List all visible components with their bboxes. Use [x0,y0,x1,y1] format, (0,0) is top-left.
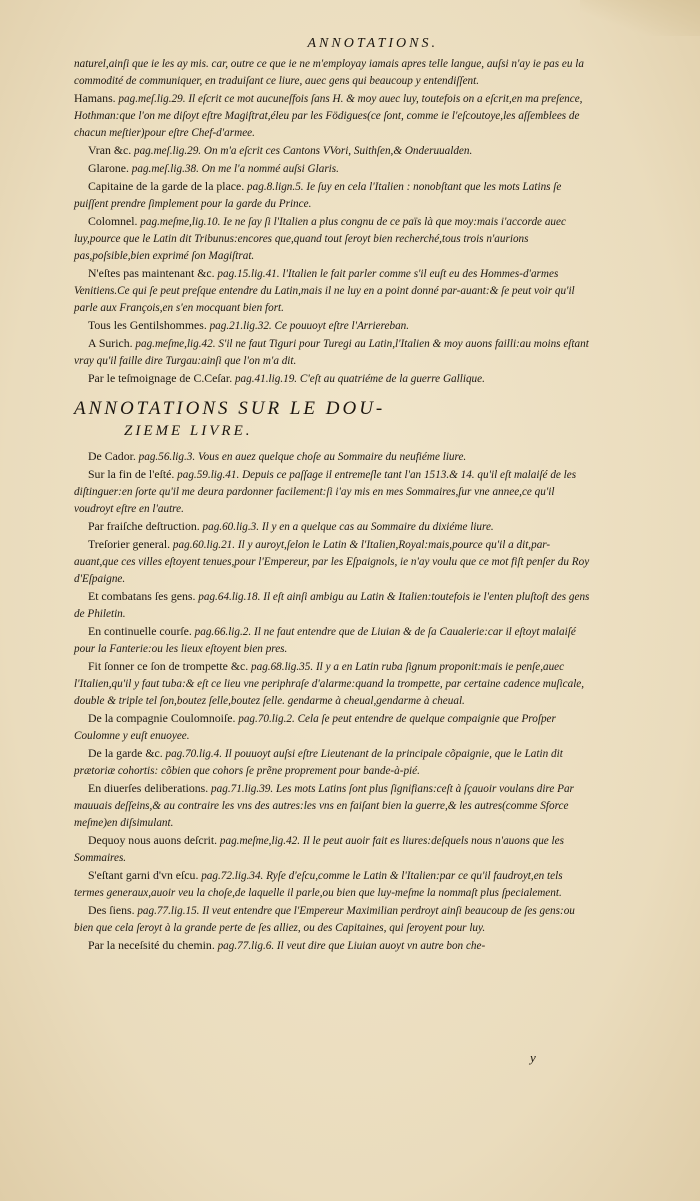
annotation-lemma: A Surich. [88,336,133,350]
annotation-note: pag.21.lig.32. Ce pouuoyt eſtre l'Arriereban. [209,320,410,332]
annotation-note: pag.72.lig.34. Ryſe d'eſcu,comme le Latin & l'Italien:par ce qu'il faudroyt,en tels termes generaux,auoir veu la choſe,de laquelle il parle,ou bien que luy-meſme la nommaſt plus ſpecialement. [74,870,563,899]
annotation-entry [74,90,590,142]
annotation-entry [74,178,590,213]
running-title: ANNOTATIONS. [307,36,438,51]
entries-twelfth-book [74,448,590,955]
page-edge-wear [580,0,700,36]
annotation-lemma: Des ſiens. [88,903,135,917]
annotation-entry [74,213,590,265]
annotation-lemma: Par le teſmoignage de C.Ceſar. [88,371,233,385]
annotation-entry [74,867,590,902]
annotation-entry [74,466,590,518]
annotation-note: pag.71.lig.39. Les mots Latins ſont plus ſignifians:ceſt à ſçauoir voulans dire Par mauuais deſſeins,& au contraire les vns des autres:les vns en faiſant bien la guerre,& les autres(comme Sforce meſme)en diſsimulant. [74,783,574,829]
annotation-note: pag.66.lig.2. Il ne faut entendre que de Liuian & de ſa Caualerie:car il eſtoyt malaiſé pour la Fanterie:ou les lieux eſtoyent bien pres. [74,626,576,655]
annotation-entry [74,658,590,710]
annotation-note: pag.59.lig.41. Depuis ce paſſage il entremeſle tant l'an 1513.& 14. qu'il eſt malaiſé de les diſtinguer:en ſorte qu'il me deura pardonner facilement:ſi i'ay mis en mes Sommaires,ſur vne annee,ce qu'il voudroyt eſtre en l'autre. [74,469,577,515]
annotation-entry [74,710,590,745]
annotation-note: pag.68.lig.35. Il y a en Latin ruba ſignum proponit:mais ie penſe,auec l'Italien,qu'il y faut tuba:& eſt ce lieu vne periphraſe d'alarme:quand la trompette, par certaine cadence muſicale, double & triple tel ſon,boutez ſelle,boutez ſelle. gendarme à cheual,gendarme à cheual. [74,661,585,707]
annotation-entry [74,448,590,466]
annotation-entry [74,902,590,937]
annotation-lemma: Par la neceſsité du chemin. [88,938,215,952]
annotation-entry [74,518,590,536]
annotation-entry [74,745,590,780]
annotation-entry [74,370,590,388]
annotation-lemma: De Cador. [88,449,136,463]
entries-eleventh-book [74,56,590,388]
annotations-body [74,56,590,955]
annotation-note: pag.77.lig.6. Il veut dire que Liuian auoyt vn autre bon che- [217,940,486,952]
annotation-lemma: De la garde &c. [88,746,163,760]
annotation-lemma: S'eſtant garni d'vn eſcu. [88,868,199,882]
annotation-entry [74,142,590,160]
annotation-note: pag.64.lig.18. Il eſt ainſi ambigu au Latin & Italien:toutefois ie l'enten pluſtoſt des gens de Philetin. [74,591,590,620]
annotation-note: pag.77.lig.15. Il veut entendre que l'Empereur Maximilian perdroyt ainſi beaucoup de ſes gens:ou bien que cela ſeroyt à la grande perte de ſes alliez, ou des Capitaines, qui ſeroyent pour luy. [74,905,575,934]
annotation-entry [74,160,590,178]
annotation-lemma: N'eſtes pas maintenant &c. [88,266,215,280]
annotation-entry [74,588,590,623]
annotation-entry [74,265,590,317]
annotation-lemma: Vran &c. [88,143,132,157]
annotation-note: pag.15.lig.41. l'Italien le fait parler comme s'il euſt eu des Hommes-d'armes Venitiens.Ce qui ſe peut preſque entendre du Latin,mais il ne luy en a point donné par-auant:& ſe peut voir qu'il parle aux François,en s'en mocquant bien fort. [74,268,575,314]
annotation-note: pag.70.lig.4. Il pouuoyt auſsi eſtre Lieutenant de la principale cõpaignie, que le Latin dit prætoriæ cohortis: cõbien que cohors ſe prẽne proprement pour bande-à-pié. [74,748,563,777]
annotation-note: pag.41.lig.19. C'eſt au quatriéme de la guerre Gallique. [234,373,485,385]
annotation-note: pag.56.lig.3. Vous en auez quelque choſe au Sommaire du neufiéme liure. [138,451,467,463]
annotation-lemma: En diuerſes deliberations. [88,781,209,795]
annotation-entry [74,335,590,370]
annotation-note: pag.60.lig.21. Il y auroyt,ſelon le Latin & l'Italien,Royal:mais,pource qu'il a dit,par-auant,que ces villes eſtoyent tenues,pour l'Empereur, par les Eſpaignols, ie n'ay voulu que ce mot fiſt penſer du Roy d'Eſpaigne. [74,539,590,585]
annotation-lemma: Sur la fin de l'eſté. [88,467,175,481]
annotation-lemma: Et combatans ſes gens. [88,589,196,603]
annotation-note: pag.meſme,lig.10. Ie ne ſay ſi l'Italien a plus congnu de ce païs là que moy:mais i'accorde auec luy,pource que le Latin dit Tribunus:encores que,quand tout ſeroyt bien recherché,tous trois n'aurions pas,poſsible,bien exprimé ſon Magiſtrat. [74,216,566,262]
annotation-entry [74,780,590,832]
annotation-note: pag.meſ.lig.29. Il eſcrit ce mot aucuneſfois ſans H. & moy auec luy, toutefois on a eſcrit,en ma preſence, Hothman:que l'on me diſoyt eſtre Magiſtrat,éleu par les Födigues(ce ſont, comme ie l'eſcoutoye,les aſſemblees de chacun meſtier)pour eſtre Chef-d'armee. [74,93,583,139]
annotation-lemma: Par fraiſche deſtruction. [88,519,200,533]
annotation-lemma: Hamans. [74,91,116,105]
annotation-lemma: Colomnel. [88,214,138,228]
annotation-note: pag.meſme,lig.42. S'il ne faut Tiguri pour Turegi au Latin,l'Italien & moy auons failli:au moins eſtant vray qu'il faille dire Turgau:ainſi que l'on m'a dit. [74,338,589,367]
annotation-lemma: Glarone. [88,161,129,175]
annotation-note: pag.meſme,lig.42. Il le peut auoir fait es liures:deſquels nous n'auons que les Sommaires. [74,835,564,864]
annotation-note: pag.meſ.lig.29. On m'a eſcrit ces Cantons VVori, Suithſen,& Onderuualden. [133,145,473,157]
annotation-note: pag.60.lig.3. Il y en a quelque cas au Sommaire du dixiéme liure. [202,521,494,533]
annotation-note: pag.meſ.lig.38. On me l'a nommé auſsi Glaris. [131,163,339,175]
annotation-entry [74,317,590,335]
annotation-entry [74,937,590,955]
annotation-lemma: Treſorier general. [88,537,171,551]
section-heading-line1: ANNOTATIONS SUR LE DOU- [74,398,386,419]
annotation-entry [74,536,590,588]
annotation-lemma: Capitaine de la garde de la place. [88,179,245,193]
annotation-note: pag.8.lign.5. Ie ſuy en cela l'Italien : nonobſtant que les mots Latins ſe puiſſent prendre ſimplement pour la garde du Prince. [74,181,562,210]
section-heading-line2: ZIEME LIVRE. [124,423,253,439]
annotation-entry [74,832,590,867]
annotation-note: naturel,ainſi que ie les ay mis. car, outre ce que ie ne m'employay iamais apres telle langue, auſsi n'ay ie pas eu la commodité de communiquer, en traduiſant ce liure, auec gens qui beaucoup y entendiſſent. [74,58,584,87]
section-heading [74,398,590,442]
catchword: y [530,1050,536,1065]
annotation-lemma: Tous les Gentilshommes. [88,318,207,332]
annotation-lemma: De la compagnie Coulomnoiſe. [88,711,236,725]
annotation-entry [74,623,590,658]
annotation-lemma: En continuelle courſe. [88,624,192,638]
annotation-entry [74,56,590,90]
annotation-note: pag.70.lig.2. Cela ſe peut entendre de quelque compaignie que Proſper Coulomne y euſt enuoyee. [74,713,556,742]
annotation-lemma: Fit ſonner ce ſon de trompette &c. [88,659,249,673]
annotation-lemma: Dequoy nous auons deſcrit. [88,833,218,847]
